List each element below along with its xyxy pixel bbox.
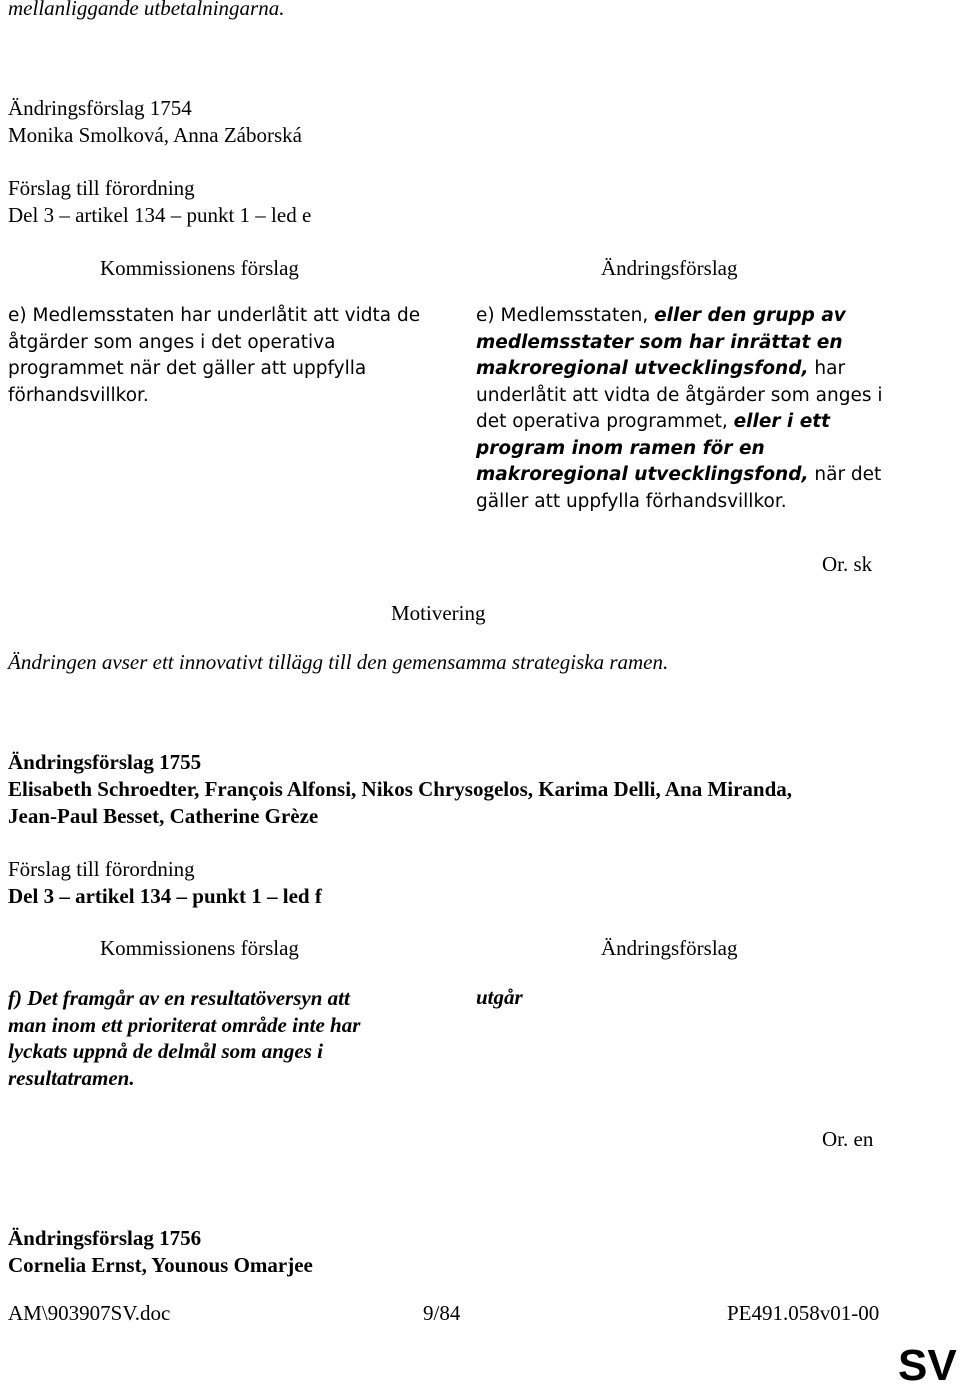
footer-language-code: SV [898, 1341, 957, 1390]
amendment-text-segment-added: medlemsstater som har inrättat en [476, 331, 843, 353]
justification-label: Motivering [391, 601, 486, 625]
justification-text: Ändringen avser ett innovativt tillägg till den gemensamma strategiska ramen. [8, 650, 669, 674]
commission-text [8, 303, 448, 409]
amendment-header: Ändringsförslag [601, 936, 738, 960]
commission-text-line: förhandsvillkor. [8, 384, 149, 406]
amendment-text-segment: e) Medlemsstaten, [476, 305, 655, 326]
intro-text: mellanliggande utbetalningarna. [8, 0, 285, 20]
original-language: Or. sk [822, 552, 873, 576]
article-reference: Del 3 – artikel 134 – punkt 1 – led f [8, 884, 322, 908]
amendment-1754-heading: Ändringsförslag 1754 [8, 96, 192, 120]
amendment-text-segment-added: eller i ett [733, 411, 830, 432]
commission-text-line: f) Det framgår av en resultatöversyn att [8, 986, 350, 1010]
amendment-text-segment: underlåtit att vidta de åtgärder som anges i [476, 384, 883, 406]
commission-text-line: e) Medlemsstaten har underlåtit att vidta de [8, 305, 421, 326]
amendment-1755-heading: Ändringsförslag 1755 [8, 750, 202, 774]
amendment-text-deleted: utgår [476, 985, 523, 1009]
commission-proposal-header: Kommissionens förslag [100, 256, 299, 280]
amendment-text [476, 303, 936, 515]
proposal-label: Förslag till förordning [8, 176, 195, 200]
amendment-text-segment: har [808, 358, 846, 379]
amendment-1756-heading: Ändringsförslag 1756 [8, 1226, 202, 1250]
amendment-1755-authors: Elisabeth Schroedter, François Alfonsi, Nikos Chrysogelos, Karima Delli, Ana Miranda, [8, 777, 793, 801]
amendment-text-segment: gäller att uppfylla förhandsvillkor. [476, 490, 787, 512]
amendment-text-segment: det operativa programmet, [476, 411, 734, 432]
amendment-text-segment-added: makroregional utvecklingsfond, [476, 464, 809, 485]
commission-text-line: programmet när det gäller att uppfylla [8, 358, 367, 379]
footer-pe-reference: PE491.058v01-00 [727, 1301, 880, 1325]
amendment-header: Ändringsförslag [601, 256, 738, 280]
amendment-text-segment: när det [808, 464, 882, 485]
amendment-1754-authors: Monika Smolková, Anna Záborská [8, 123, 302, 147]
original-language: Or. en [822, 1127, 874, 1151]
amendment-text-segment-added: program inom ramen för en [476, 437, 765, 459]
commission-text-line: åtgärder som anges i det operativa [8, 331, 336, 353]
footer-doc-reference: AM\903907SV.doc [8, 1301, 171, 1325]
proposal-label: Förslag till förordning [8, 857, 195, 881]
commission-text-line: lyckats uppnå de delmål som anges i [8, 1039, 323, 1063]
commission-text-line: man inom ett prioriterat område inte har [8, 1012, 361, 1037]
footer-page-number: 9/84 [423, 1301, 461, 1325]
amendment-text-segment-added: eller den grupp av [654, 305, 846, 326]
amendment-1755-authors-cont: Jean-Paul Besset, Catherine Grèze [8, 804, 319, 828]
commission-text-line: resultatramen. [8, 1065, 135, 1090]
commission-text [8, 985, 448, 1091]
amendment-text-segment-added: makroregional utvecklingsfond, [476, 358, 809, 379]
article-reference: Del 3 – artikel 134 – punkt 1 – led e [8, 203, 312, 227]
commission-proposal-header: Kommissionens förslag [100, 936, 299, 960]
amendment-1756-authors: Cornelia Ernst, Younous Omarjee [8, 1253, 313, 1277]
